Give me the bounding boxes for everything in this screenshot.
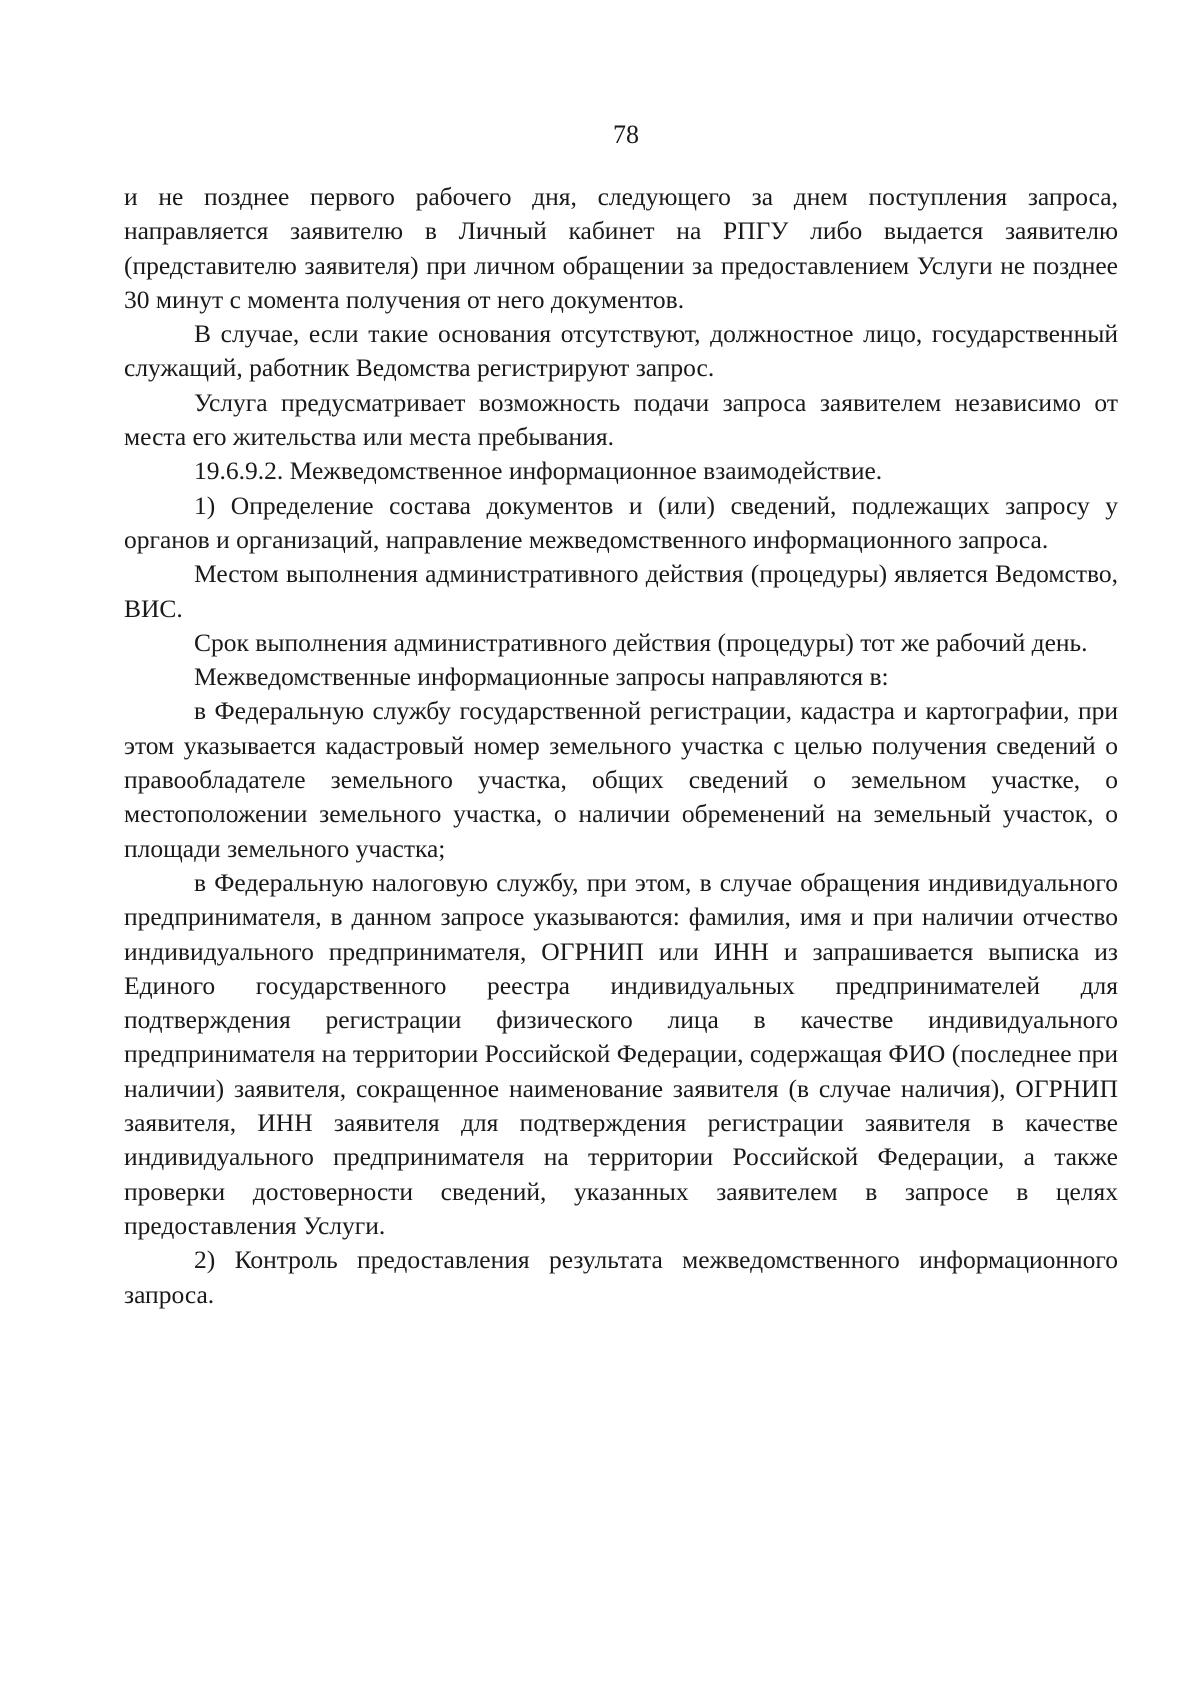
paragraph: 1) Определение состава документов и (или) сведений, подлежащих запросу у органов и организаций, направление межведомственного информационного запроса. xyxy=(124,490,1118,554)
list-item: в Федеральную налоговую службу, при этом, в случае обращения индивидуального предпринимателя, в данном запросе указываются: фамилия, имя и при наличии отчество индивидуального предпринимателя, ОГРНИП или ИНН и запрашивается выписка из Единого государственного реестра индивидуальных предпринимателей для подтверждения регистрации физического лица в качестве индивидуального предпринимателя на территории Российской Федерации, содержащая ФИО (последнее при наличии) заявителя, сокращенное наименование заявителя (в случае наличия), ОГРНИП заявителя, ИНН заявителя для подтверждения регистрации заявителя в качестве индивидуального предпринимателя на территории Российской Федерации, а также проверки достоверности сведений, указанных заявителем в запросе в целях предоставления Услуги. xyxy=(124,867,1118,1240)
document-body xyxy=(124,180,1118,1312)
paragraph: Услуга предусматривает возможность подачи запроса заявителем независимо от места его жительства или места пребывания. xyxy=(124,387,1118,452)
section-heading: 19.6.9.2. Межведомственное информационное взаимодействие. xyxy=(194,456,883,486)
paragraph: 2) Контроль предоставления результата межведомственного информационного запроса. xyxy=(124,1245,1118,1309)
page-number: 78 xyxy=(613,120,639,149)
list-item: в Федеральную службу государственной регистрации, кадастра и картографии, при этом указывается кадастровый номер земельного участка с целью получения сведений о правообладателе земельного участка, общих сведений о земельном участке, о местоположении земельного участка, о наличии обременений на земельный участок, о площади земельного участка; xyxy=(124,696,1118,863)
paragraph: Межведомственные информационные запросы направляются в: xyxy=(194,662,889,692)
paragraph: Срок выполнения административного действия (процедуры) тот же рабочий день. xyxy=(194,627,1088,657)
paragraph: Местом выполнения административного действия (процедуры) является Ведомство, ВИС. xyxy=(124,559,1118,623)
paragraph: В случае, если такие основания отсутствуют, должностное лицо, государственный служащий, работник Ведомства регистрируют запрос. xyxy=(124,319,1118,383)
paragraph: и не позднее первого рабочего дня, следующего за днем поступления запроса, направляется заявителю в Личный кабинет на РПГУ либо выдается заявителю (представителю заявителя) при личном обращении за предоставлением Услуги не позднее 30 минут с момента получения от него документов. xyxy=(124,182,1118,314)
